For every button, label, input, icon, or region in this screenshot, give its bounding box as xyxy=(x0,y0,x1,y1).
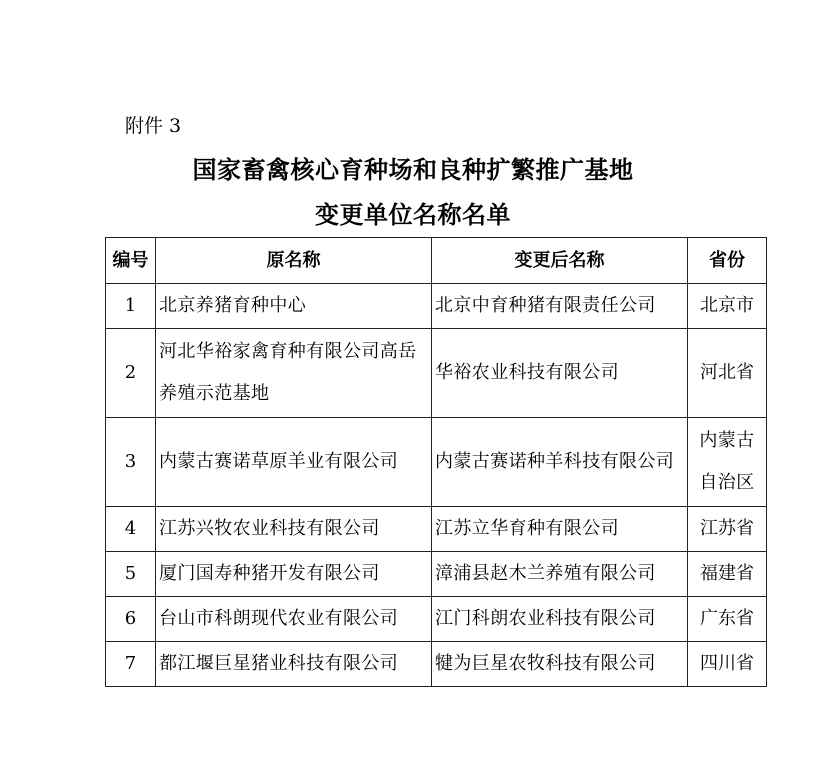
original-name: 江苏兴牧农业科技有限公司 xyxy=(156,507,432,552)
new-name: 漳浦县赵木兰养殖有限公司 xyxy=(432,552,688,597)
new-name: 江苏立华育种有限公司 xyxy=(432,507,688,552)
table-header-row xyxy=(106,238,767,284)
province: 福建省 xyxy=(688,552,767,597)
table-row xyxy=(106,552,767,597)
original-name: 河北华裕家禽育种有限公司高岳养殖示范基地 xyxy=(156,329,432,418)
table-row xyxy=(106,418,767,507)
new-name: 华裕农业科技有限公司 xyxy=(432,329,688,418)
province: 河北省 xyxy=(688,329,767,418)
row-number: 2 xyxy=(106,329,156,418)
header-original-name: 原名称 xyxy=(156,238,432,284)
new-name: 犍为巨星农牧科技有限公司 xyxy=(432,642,688,687)
header-new-name: 变更后名称 xyxy=(432,238,688,284)
table-row xyxy=(106,507,767,552)
row-number: 3 xyxy=(106,418,156,507)
original-name: 北京养猪育种中心 xyxy=(156,284,432,329)
row-number: 7 xyxy=(106,642,156,687)
original-name: 都江堰巨星猪业科技有限公司 xyxy=(156,642,432,687)
original-name: 厦门国寿种猪开发有限公司 xyxy=(156,552,432,597)
province: 广东省 xyxy=(688,597,767,642)
new-name: 内蒙古赛诺种羊科技有限公司 xyxy=(432,418,688,507)
row-number: 5 xyxy=(106,552,156,597)
new-name: 北京中育种猪有限责任公司 xyxy=(432,284,688,329)
original-name: 内蒙古赛诺草原羊业有限公司 xyxy=(156,418,432,507)
province: 四川省 xyxy=(688,642,767,687)
original-name: 台山市科朗现代农业有限公司 xyxy=(156,597,432,642)
table-row xyxy=(106,284,767,329)
table-row xyxy=(106,597,767,642)
table-row xyxy=(106,329,767,418)
change-list-table xyxy=(105,237,767,687)
province: 北京市 xyxy=(688,284,767,329)
header-province: 省份 xyxy=(688,238,767,284)
document-title: 国家畜禽核心育种场和良种扩繁推广基地 xyxy=(192,156,634,184)
new-name: 江门科朗农业科技有限公司 xyxy=(432,597,688,642)
table-row xyxy=(106,642,767,687)
row-number: 1 xyxy=(106,284,156,329)
document-subtitle: 变更单位名称名单 xyxy=(315,201,511,229)
row-number: 4 xyxy=(106,507,156,552)
province: 江苏省 xyxy=(688,507,767,552)
header-number: 编号 xyxy=(106,238,156,284)
province: 内蒙古自治区 xyxy=(688,418,767,507)
row-number: 6 xyxy=(106,597,156,642)
attachment-label: 附件 3 xyxy=(125,115,182,137)
